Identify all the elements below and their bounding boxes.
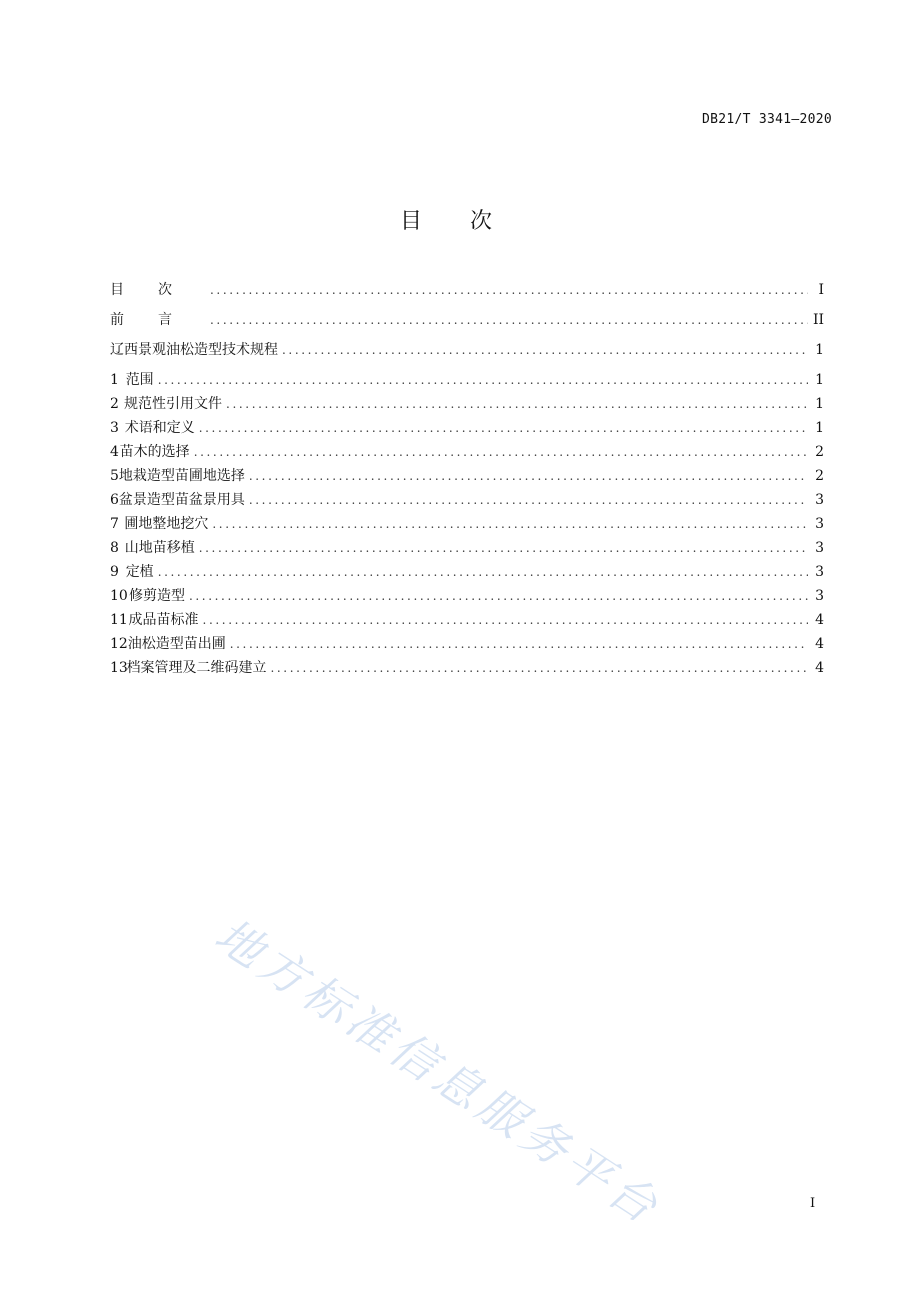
toc-entry-number: 1: [110, 372, 119, 388]
toc-entry-number: 4: [110, 444, 119, 460]
toc-entry-11[interactable]: [110, 608, 824, 632]
toc-leader: [158, 560, 808, 584]
toc-entry-number: 13: [110, 660, 128, 676]
toc-entry-page: 4: [815, 660, 824, 676]
toc-entry-number: 11: [110, 612, 128, 628]
toc-entry-3[interactable]: [110, 416, 824, 440]
toc-entry-foreword[interactable]: [110, 308, 824, 332]
toc-entry-page: 3: [815, 492, 824, 508]
toc-entry-9[interactable]: [110, 560, 824, 584]
toc-entry-number: 12: [110, 636, 128, 652]
toc-entry-page: II: [812, 312, 824, 328]
toc-entry-label: 山地苗移植: [124, 540, 195, 556]
toc-entry-page: 2: [815, 444, 824, 460]
toc-entry-label: 成品苗标准: [128, 612, 199, 628]
toc-entry-label: 圃地整地挖穴: [124, 516, 209, 532]
toc-entry-number: 5: [110, 468, 119, 484]
toc-entry-label: 苗木的选择: [119, 444, 190, 460]
toc-entry-8[interactable]: [110, 536, 824, 560]
toc-entry-label: 修剪造型: [128, 588, 185, 604]
toc-entry-page: 1: [815, 396, 824, 412]
toc-entry-contents[interactable]: [110, 278, 824, 302]
toc-entry-label: 档案管理及二维码建立: [126, 660, 267, 676]
toc-leader: [158, 368, 808, 392]
table-of-contents: [110, 278, 824, 680]
toc-leader: [210, 308, 808, 332]
toc-leader: [189, 584, 808, 608]
watermark: 地方标准信息服务平台: [205, 907, 672, 1237]
toc-leader: [249, 464, 808, 488]
toc-leader: [199, 416, 808, 440]
toc-leader: [212, 512, 808, 536]
toc-entry-number: 7: [110, 516, 119, 532]
toc-entry-label: 前言: [110, 312, 206, 328]
toc-leader: [194, 440, 808, 464]
toc-leader: [270, 656, 808, 680]
page-title: 目次: [399, 209, 540, 234]
toc-entry-page: 4: [815, 636, 824, 652]
document-code: DB21/T 3341—2020: [701, 112, 832, 127]
toc-entry-page: 3: [815, 588, 824, 604]
toc-entry-label: 规范性引用文件: [124, 396, 223, 412]
toc-entry-13[interactable]: [110, 656, 824, 680]
toc-entry-label: 地栽造型苗圃地选择: [118, 468, 245, 484]
toc-entry-12[interactable]: [110, 632, 824, 656]
toc-leader: [226, 392, 808, 416]
toc-leader: [282, 338, 808, 362]
toc-entry-2[interactable]: [110, 392, 824, 416]
toc-entry-number: 9: [110, 564, 119, 580]
toc-entry-page: 3: [815, 540, 824, 556]
toc-leader: [230, 632, 808, 656]
toc-entry-number: 6: [110, 492, 119, 508]
toc-entry-5[interactable]: [110, 464, 824, 488]
toc-entry-page: 1: [815, 342, 824, 358]
toc-entry-page: 1: [815, 372, 824, 388]
toc-leader: [199, 536, 808, 560]
toc-entry-6[interactable]: [110, 488, 824, 512]
page-number: I: [810, 1196, 816, 1211]
toc-leader: [210, 278, 808, 302]
toc-entry-7[interactable]: [110, 512, 824, 536]
toc-entry-label: 辽西景观油松造型技术规程: [110, 342, 278, 358]
toc-entry-label: 定植: [125, 564, 154, 580]
toc-entry-page: 4: [815, 612, 824, 628]
toc-entry-4[interactable]: [110, 440, 824, 464]
toc-entry-label: 油松造型苗出圃: [127, 636, 226, 652]
toc-entry-page: 3: [815, 516, 824, 532]
toc-entry-number: 2: [110, 396, 119, 412]
toc-entry-label: 目次: [110, 282, 206, 298]
toc-entry-label: 范围: [125, 372, 154, 388]
toc-entry-page: 3: [815, 564, 824, 580]
toc-entry-1[interactable]: [110, 368, 824, 392]
toc-entry-page: I: [818, 282, 824, 298]
toc-leader: [203, 608, 808, 632]
toc-leader: [249, 488, 808, 512]
toc-entry-number: 10: [110, 588, 128, 604]
toc-entry-label: 盆景造型苗盆景用具: [118, 492, 245, 508]
toc-entry-standard-title[interactable]: [110, 338, 824, 362]
toc-entry-page: 1: [815, 420, 824, 436]
toc-entry-10[interactable]: [110, 584, 824, 608]
toc-entry-number: 8: [110, 540, 119, 556]
toc-entry-number: 3: [110, 420, 119, 436]
toc-entry-page: 2: [815, 468, 824, 484]
toc-entry-label: 术语和定义: [124, 420, 195, 436]
